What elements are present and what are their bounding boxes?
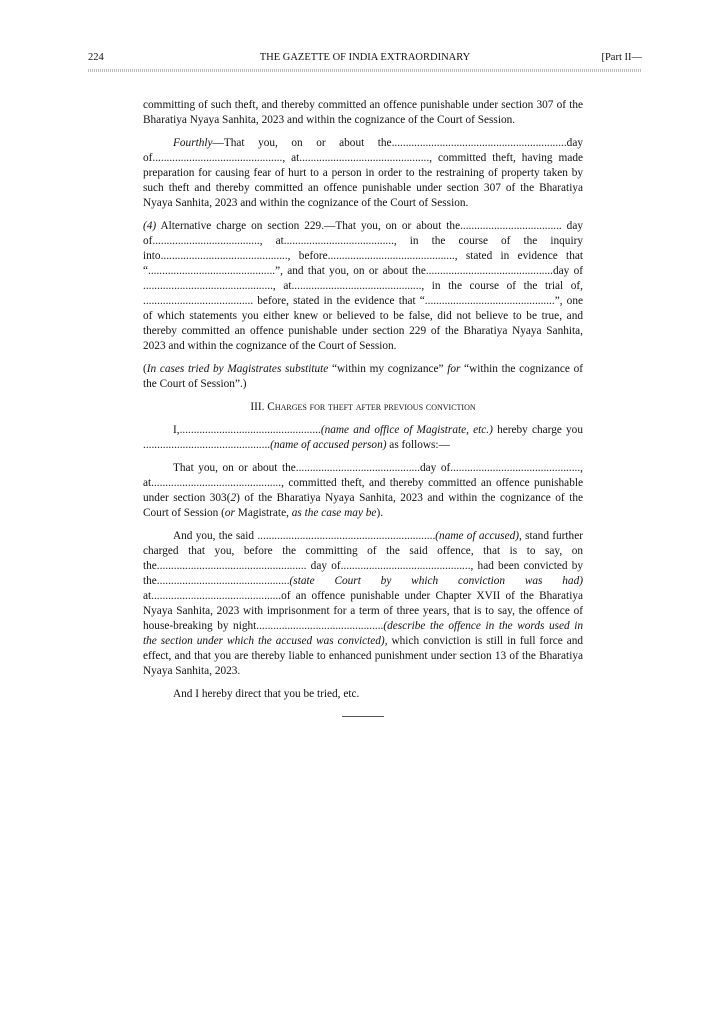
paragraph-direction: And I hereby direct that you be tried, etc. [173,688,360,700]
closing-rule [342,716,384,717]
header-rule [88,69,642,72]
paragraph-theft-charge: That you, on or about the............................................day of.............................................., at.............................................., committed theft, and thereby committed an offence punishable under section 303(2) of the Bharatiya Nyaya Sanhita, 2023 and within the cognizance of the Court of Session (or Magistrate, as the case may be). [143,462,584,519]
paragraph-magistrate-charge: I,..................................................(name and office of Magistrate, etc.) hereby charge you .............................................(name of accused person) as follows:— [143,424,583,451]
alternative-charge-text: Alternative charge on section 229.—That you, on or about the.................................... day of......................................, at......................................., in the course of the inquiry into............................................., before............................................., stated in evidence that “.............................................”, and that you, on or about the.............................................day of .............................................., at.............................................., in the course of the trial of, ....................................... before, stated in the evidence that “..............................................”, one of which statements you either knew or believed to be false, did not believe to be true, and thereby committed an offence punishable under section 229 of the Bharatiya Nyaya Sanhita, 2023 and within the cognizance of the Court of Session. [143,220,583,352]
fourthly-text: —That you, on or about the..............................................................day of.............................................., at.............................................., committed theft, having made preparation for causing fear of hurt to a person in order to the restraining of property taken by such theft and thereby committed an offence punishable under section 307 of the Bharatiya Nyaya Sanhita, 2023 and within the cognizance of the Court of Session. [143,137,583,209]
paragraph-theft-continuation: committing of such theft, and thereby committed an offence punishable under section 307 of the Bharatiya Nyaya Sanhita, 2023 and within the cognizance of the Court of Session. [143,99,583,126]
paragraph-magistrate-note: (In cases tried by Magistrates substitute “within my cognizance” for “within the cognizance of the Court of Session”.) [143,363,583,390]
page-body [143,98,583,717]
part-label: [Part II— [601,52,642,63]
fourthly-label: Fourthly [173,137,213,149]
paragraph-alternative-charge [143,219,583,354]
section-heading: III. Charges for theft after previous conviction [250,401,476,413]
alternative-charge-number: (4) [143,220,157,232]
paragraph-previous-conviction: And you, the said ...............................................................(name of accused), stand further charged that you, before the committing of the said offence, that is to say, on the..................................................... day of.............................................., had been convicted by the...............................................(state Court by which conviction was had) at..............................................of an offence punishable under Chapter XVII of the Bharatiya Nyaya Sanhita, 2023 with imprisonment for a term of three years, that is to say, the offence of house-breaking by night.............................................(describe the offence in the words used in the section under which the accused was convicted), which conviction is still in full force and effect, and that you are thereby liable to enhanced punishment under section 13 of the Bharatiya Nyaya Sanhita, 2023. [143,530,584,677]
gazette-title: THE GAZETTE OF INDIA EXTRAORDINARY [259,52,471,63]
page-number: 224 [88,52,104,63]
paragraph-fourthly [143,136,583,211]
